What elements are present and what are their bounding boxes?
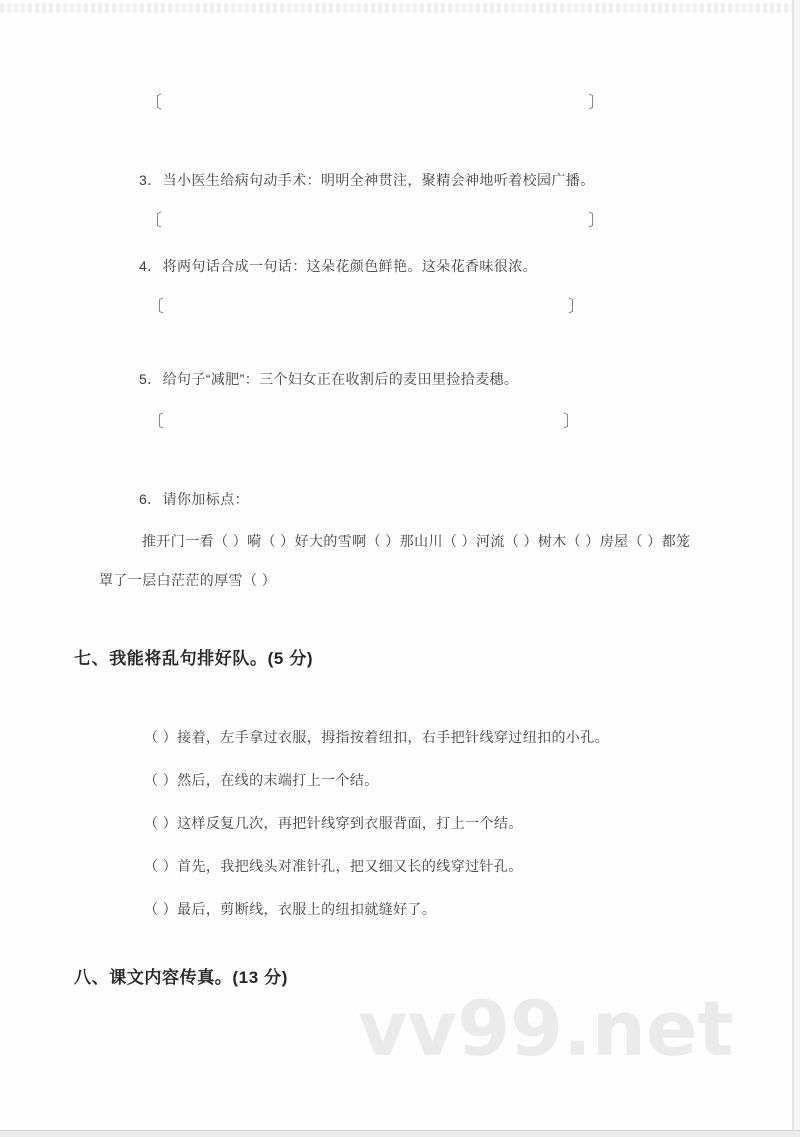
question-3-text: 当小医生给病句动手术：明明全神贯注，聚精会神地听着校园广播。 xyxy=(162,172,595,188)
punctuation-sentence-line-2: 罩了一层白茫茫的厚雪（ ） xyxy=(99,572,277,588)
sort-item-3: （ ）这样反复几次，再把针线穿到衣服背面，打上一个结。 xyxy=(144,815,523,831)
question-5-number: 5． xyxy=(139,371,162,387)
answer-bracket-open-1: 〔 xyxy=(145,93,162,112)
sort-item-4: （ ）首先，我把线头对准针孔，把又细又长的线穿过针孔。 xyxy=(144,858,523,874)
scan-artifact-top-dots xyxy=(0,3,792,13)
question-6-text: 请你加标点： xyxy=(162,491,249,507)
question-4 xyxy=(139,256,537,276)
page-right-edge-line xyxy=(792,0,794,1137)
sort-item-5: （ ）最后，剪断线，衣服上的纽扣就缝好了。 xyxy=(144,901,437,917)
answer-bracket-close-4: 〕 xyxy=(563,412,580,431)
question-5-text: 给句子“减肥”：三个妇女正在收割后的麦田里捡拾麦穗。 xyxy=(162,371,519,387)
question-6-number: 6． xyxy=(139,491,162,507)
question-4-text: 将两句话合成一句话：这朵花颜色鲜艳。这朵花香味很浓。 xyxy=(162,258,537,274)
answer-bracket-open-3: 〔 xyxy=(147,297,164,316)
question-3 xyxy=(139,170,595,190)
answer-bracket-close-1: 〕 xyxy=(588,93,605,112)
punctuation-sentence-line-1: 推开门一看（ ）嗬（ ）好大的雪啊（ ）那山川（ ）河流（ ）树木（ ）房屋（ ）都笼 xyxy=(142,533,691,549)
sort-item-1: （ ）接着，左手拿过衣服，拇指按着纽扣，右手把针线穿过纽扣的小孔。 xyxy=(144,729,610,745)
section-eight-title: 八、课文内容传真。(13 分) xyxy=(74,968,288,987)
answer-bracket-open-2: 〔 xyxy=(145,211,162,230)
question-5 xyxy=(139,369,518,389)
answer-bracket-close-2: 〕 xyxy=(588,211,605,230)
question-6 xyxy=(139,489,249,509)
page-bottom-edge xyxy=(0,1130,800,1137)
sort-item-2: （ ）然后，在线的末端打上一个结。 xyxy=(144,772,379,788)
answer-bracket-open-4: 〔 xyxy=(147,412,164,431)
question-4-number: 4． xyxy=(139,258,162,274)
section-seven-title: 七、我能将乱句排好队。(5 分) xyxy=(74,649,314,668)
answer-bracket-close-3: 〕 xyxy=(568,297,585,316)
question-3-number: 3． xyxy=(139,172,162,188)
watermark: vv99.net xyxy=(358,984,734,1073)
page-right-gutter xyxy=(794,0,800,1137)
